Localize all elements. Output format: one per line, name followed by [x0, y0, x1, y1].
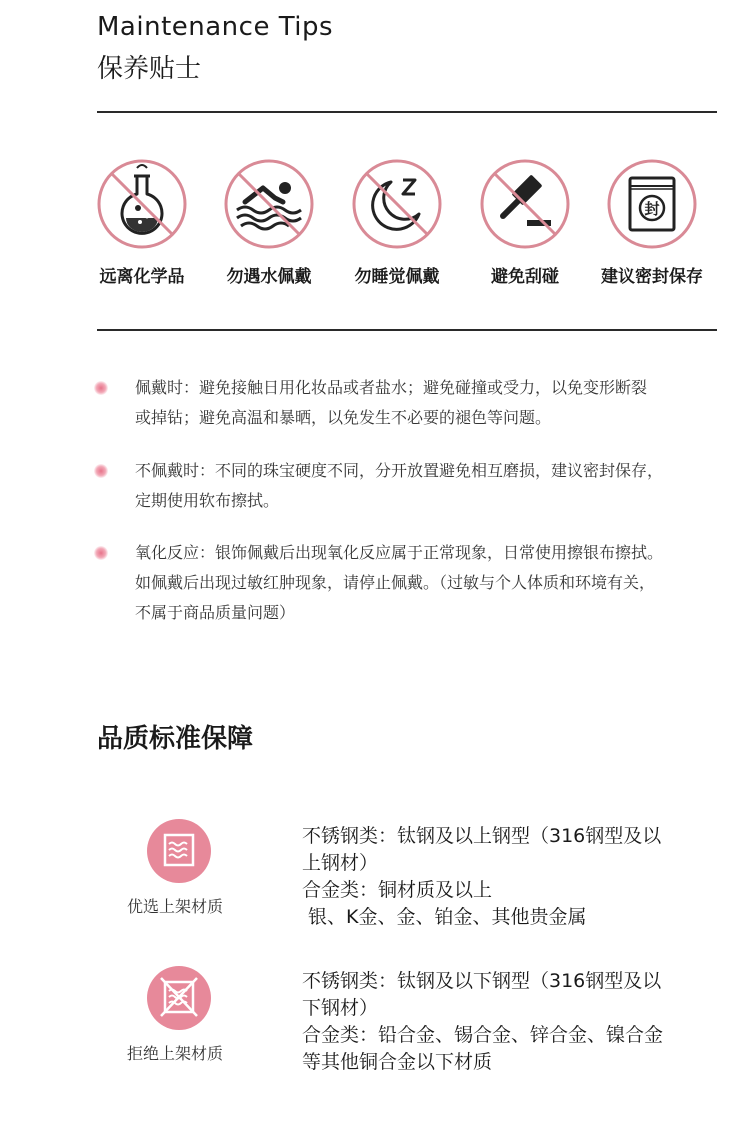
- seal-character: 封: [644, 200, 660, 218]
- material-line: 等其他铜合金以下材质: [302, 1051, 493, 1073]
- fabric-check-icon: [147, 819, 211, 883]
- tip-line: 如佩戴后出现过敏红肿现象，请停止佩戴。（过敏与个人体质和环境有关，: [135, 573, 656, 592]
- material-line: 合金类：铜材质及以上: [302, 879, 493, 901]
- sleep-prohibited-icon: [351, 158, 443, 250]
- bullet-dot: [94, 464, 108, 478]
- rejected-material-badge: [147, 966, 211, 1030]
- tip-line: 不佩戴时：不同的珠宝硬度不同，分开放置避免相互磨损，建议密封保存，: [135, 461, 664, 480]
- tip-line: 佩戴时：避免接触日用化妆品或者盐水；避免碰撞或受力，以免变形断裂: [135, 378, 648, 397]
- flask-prohibited-icon: [96, 158, 188, 250]
- maintenance-icons-row: [97, 158, 717, 288]
- hammer-prohibited-icon: [479, 158, 571, 250]
- accepted-material-label: 优选上架材质: [127, 897, 224, 916]
- material-line: 不锈钢类：钛钢及以上钢型（316钢型及以: [302, 825, 662, 847]
- fabric-reject-icon: [147, 966, 211, 1030]
- title-english: Maintenance Tips: [97, 12, 334, 42]
- tip-wearing: [135, 373, 725, 433]
- material-line: 下钢材）: [302, 997, 379, 1019]
- accepted-material-description: [302, 823, 722, 931]
- tip-line: 氧化反应：银饰佩戴后出现氧化反应属于正常现象，日常使用擦银布擦拭。: [135, 543, 664, 562]
- divider-bottom: [97, 329, 717, 331]
- tip-line: 不属于商品质量问题）: [135, 603, 296, 622]
- icon-label: 勿遇水佩戴: [226, 267, 312, 287]
- icon-label: 避免刮碰: [491, 267, 559, 287]
- icon-item-chemicals: [77, 158, 207, 287]
- icon-label: 远离化学品: [99, 267, 185, 287]
- material-line: 不锈钢类：钛钢及以下钢型（316钢型及以: [302, 970, 662, 992]
- icon-label: 建议密封保存: [601, 267, 703, 287]
- material-line: 银、K金、金、铂金、其他贵金属: [302, 906, 587, 928]
- icon-item-scratch: [460, 158, 590, 287]
- material-line: 合金类：铅合金、锡合金、锌合金、镍合金: [302, 1024, 664, 1046]
- bullet-dot: [94, 546, 108, 560]
- sealed-bag-icon: [606, 158, 698, 250]
- icon-label: 勿睡觉佩戴: [354, 267, 440, 287]
- rejected-material-label: 拒绝上架材质: [127, 1044, 224, 1063]
- bullet-dot: [94, 381, 108, 395]
- tip-line: 或掉钻；避免高温和暴晒，以免发生不必要的褪色等问题。: [135, 408, 552, 427]
- material-line: 上钢材）: [302, 852, 379, 874]
- icon-item-water: [204, 158, 334, 287]
- icon-item-sleep: [332, 158, 462, 287]
- rejected-material-description: [302, 968, 722, 1076]
- divider-top: [97, 111, 717, 113]
- icon-item-seal: [587, 158, 717, 287]
- title-chinese: 保养贴士: [97, 54, 202, 84]
- quality-section-title: 品质标准保障: [97, 724, 254, 754]
- tip-line: 定期使用软布擦拭。: [135, 491, 280, 510]
- tip-not-wearing: [135, 456, 725, 516]
- tip-oxidation: [135, 538, 725, 628]
- swimming-prohibited-icon: [223, 158, 315, 250]
- accepted-material-badge: [147, 819, 211, 883]
